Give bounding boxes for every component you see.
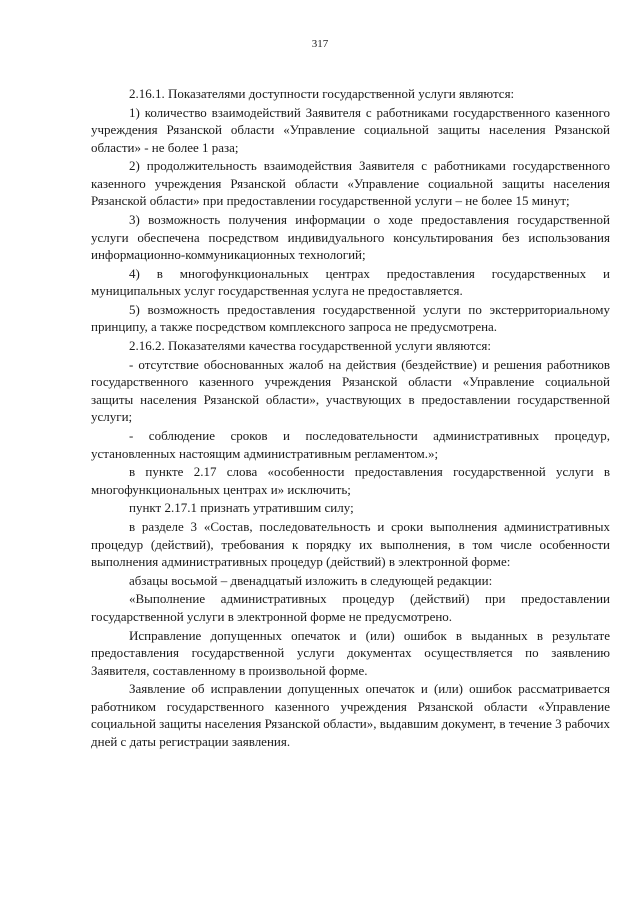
page-number: 317 [311, 38, 329, 50]
paragraph: - отсутствие обоснованных жалоб на действия (бездействие) и решения работников государственного казенного учреждения Рязанской области «Управление социальной защиты населения Рязанской области», участвующих в предоставлении государственной услуги; [91, 356, 610, 425]
paragraph: 3) возможность получения информации о ходе предоставления государственной услуги обеспечена посредством индивидуального консультирования без использования информационно-коммуникационных технологий; [91, 212, 610, 263]
paragraph: 2.16.1. Показателями доступности государственной услуги являются: [129, 86, 515, 101]
paragraph: 1) количество взаимодействий Заявителя с работниками государственного казенного учреждения Рязанской области «Управление социальной защиты населения Рязанской области» - не более 1 раза; [91, 104, 610, 155]
paragraph: Исправление допущенных опечаток и (или) ошибок в выданных в результате предоставления государственной услуги документах осуществляется по заявлению Заявителя, составленному в произвольной форме. [91, 627, 610, 678]
paragraph: 4) в многофункциональных центрах предоставления государственных и муниципальных услуг государственная услуга не предоставляется. [91, 265, 610, 299]
paragraph: Заявление об исправлении допущенных опечаток и (или) ошибок рассматривается работником государственного казенного учреждения Рязанской области «Управление социальной защиты населения Рязанской области», выдавшим документ, в течение 3 рабочих дней с даты регистрации заявления. [91, 681, 610, 749]
paragraph: «Выполнение административных процедур (действий) при предоставлении государственной услуги в электронной форме не предусмотрено. [91, 591, 610, 624]
paragraph: в пункте 2.17 слова «особенности предоставления государственной услуги в многофункциональных центрах и» исключить; [91, 464, 610, 497]
paragraph: 2) продолжительность взаимодействия Заявителя с работниками государственного казенного учреждения Рязанской области «Управление социальной защиты населения Рязанской области» при предоставлении государственной услуги – не более 15 минут; [91, 158, 610, 209]
paragraph: 2.16.2. Показателями качества государственной услуги являются: [129, 338, 491, 354]
paragraph: - соблюдение сроков и последовательности административных процедур, установленных настоящим административным регламентом.»; [91, 428, 610, 461]
paragraph: 5) возможность предоставления государственной услуги по экстерриториальному принципу, а также посредством комплексного запроса не предусмотрена. [91, 301, 610, 335]
paragraph: абзацы восьмой – двенадцатый изложить в следующей редакции: [129, 572, 493, 588]
paragraph: пункт 2.17.1 признать утратившим силу; [129, 500, 354, 516]
document-body [91, 85, 610, 752]
paragraph: в разделе 3 «Состав, последовательность и сроки выполнения административных процедур (действий), требования к порядку их выполнения, в том числе особенности выполнения административных процедур (действий) в электронной форме: [91, 519, 610, 570]
